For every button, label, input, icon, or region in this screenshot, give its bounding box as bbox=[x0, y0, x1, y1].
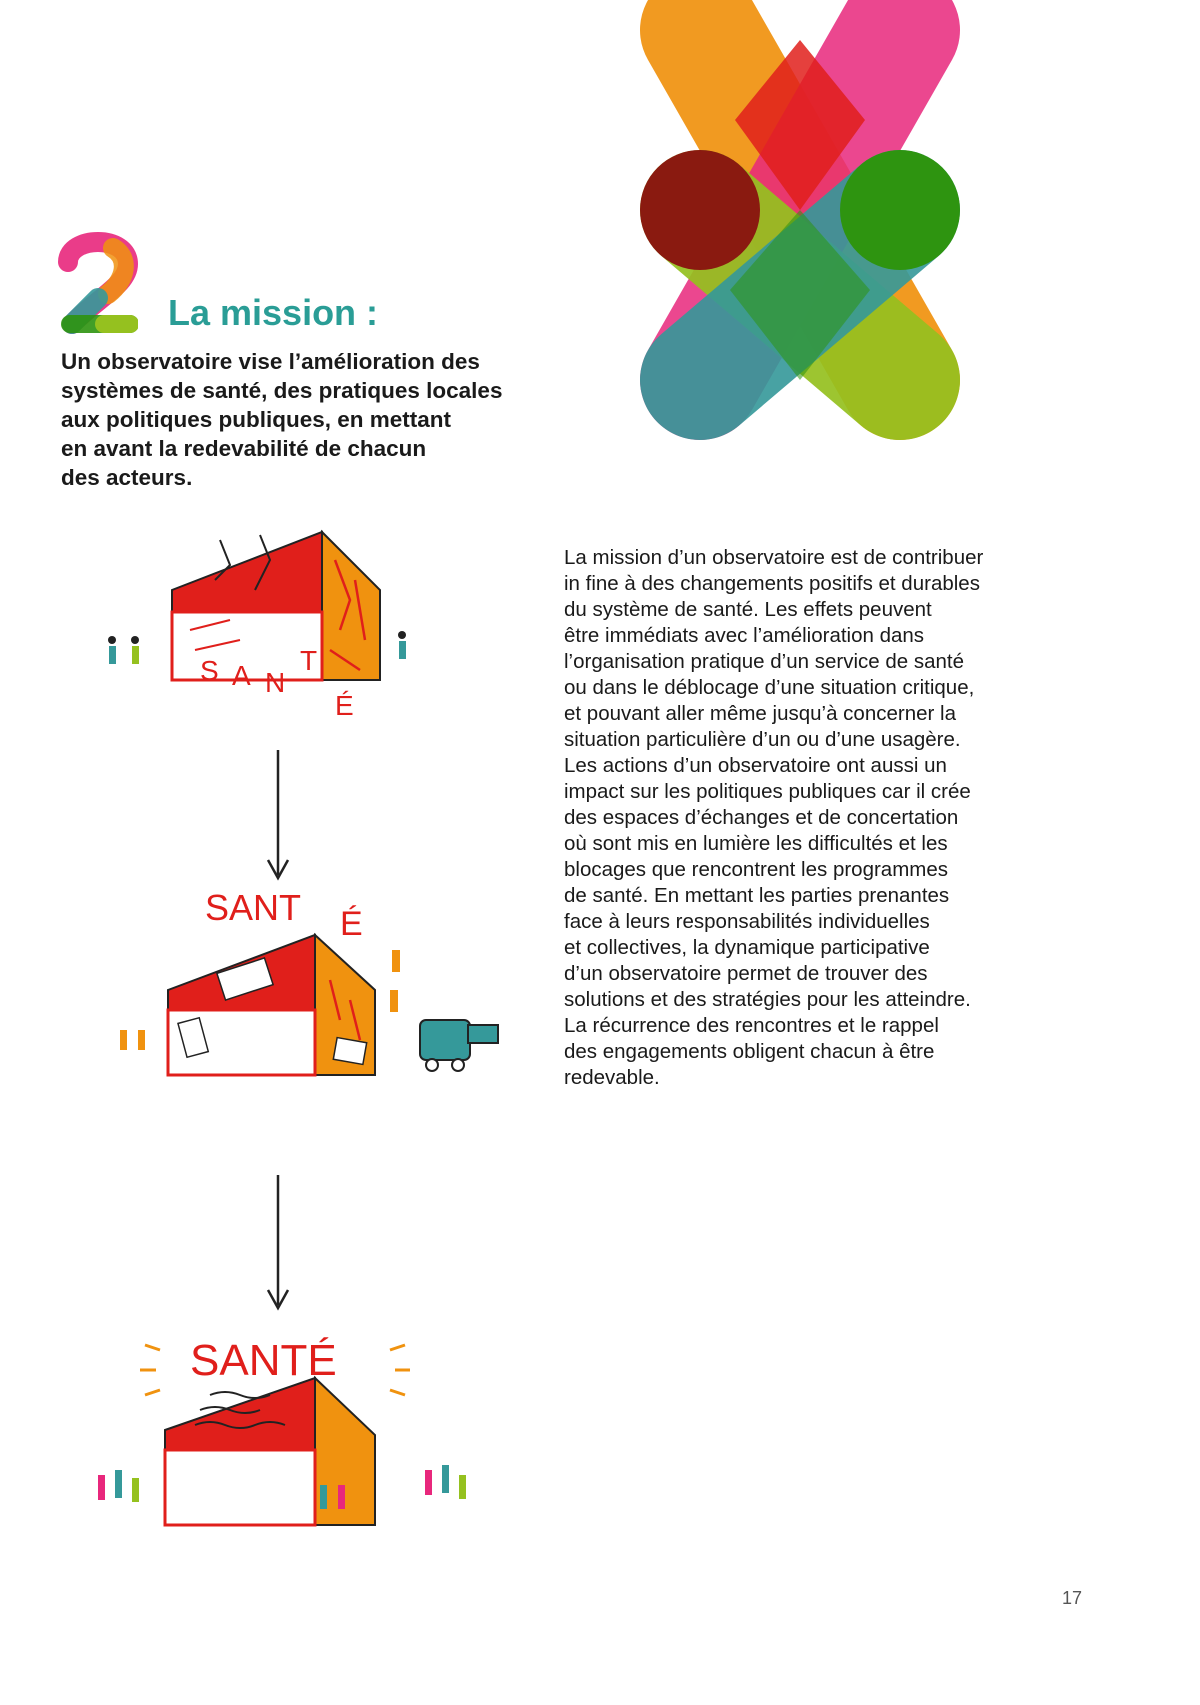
lead-line: des acteurs. bbox=[61, 465, 193, 490]
lead-line: systèmes de santé, des pratiques locales bbox=[61, 378, 503, 403]
arrow-down bbox=[268, 750, 288, 878]
body-line: ou dans le déblocage d’une situation critique, bbox=[564, 676, 975, 699]
lead-line: aux politiques publiques, en mettant bbox=[61, 407, 452, 432]
stage1-letter: N bbox=[265, 667, 286, 698]
body-line: La récurrence des rencontres et le rappel bbox=[564, 1014, 939, 1037]
stage1-letter: S bbox=[200, 655, 219, 686]
body-line: du système de santé. Les effets peuvent bbox=[564, 598, 932, 621]
lead-line: en avant la redevabilité de chacun bbox=[61, 436, 427, 461]
logo-x-graphic bbox=[640, 0, 960, 460]
section-title: La mission : bbox=[168, 292, 379, 333]
lead-paragraph bbox=[61, 347, 581, 492]
body-line: où sont mis en lumière les difficultés et les bbox=[564, 832, 948, 855]
stage2-letter: É bbox=[340, 905, 363, 943]
body-line: face à leurs responsabilités individuelles bbox=[564, 910, 930, 933]
body-line: être immédiats avec l’amélioration dans bbox=[564, 624, 925, 647]
house-repaired bbox=[120, 935, 498, 1075]
stage2-word: SANT bbox=[205, 887, 302, 928]
body-paragraph bbox=[564, 545, 1084, 1091]
stage1-letter: É bbox=[335, 690, 354, 721]
illustration-health-houses bbox=[90, 520, 540, 1580]
body-line: La mission d’un observatoire est de contribuer bbox=[564, 546, 984, 569]
body-line: des engagements obligent chacun à être bbox=[564, 1040, 935, 1063]
lead-line: Un observatoire vise l’amélioration des bbox=[61, 349, 480, 374]
body-line: redevable. bbox=[564, 1066, 660, 1089]
body-line: solutions et des stratégies pour les atteindre. bbox=[564, 988, 971, 1011]
section-number-graphic bbox=[58, 228, 138, 334]
stage3-word: SANTÉ bbox=[190, 1336, 337, 1385]
body-line: in fine à des changements positifs et durables bbox=[564, 572, 980, 595]
body-line: blocages que rencontrent les programmes bbox=[564, 858, 949, 881]
page-number: 17 bbox=[1062, 1588, 1083, 1608]
body-line: et pouvant aller même jusqu’à concerner la bbox=[564, 702, 956, 725]
stage1-letter: A bbox=[232, 660, 251, 691]
body-line: et collectives, la dynamique participative bbox=[564, 936, 930, 959]
body-line: de santé. En mettant les parties prenantes bbox=[564, 884, 950, 907]
body-line: des espaces d’échanges et de concertation bbox=[564, 806, 959, 829]
body-line: situation particulière d’un ou d’une usagère. bbox=[564, 728, 961, 751]
body-line: l’organisation pratique d’un service de santé bbox=[564, 650, 965, 673]
arrow-down bbox=[268, 1175, 288, 1308]
body-line: Les actions d’un observatoire ont aussi un bbox=[564, 754, 947, 777]
body-line: impact sur les politiques publiques car il crée bbox=[564, 780, 971, 803]
stage1-letter: T bbox=[300, 645, 318, 676]
body-line: d’un observatoire permet de trouver des bbox=[564, 962, 928, 985]
